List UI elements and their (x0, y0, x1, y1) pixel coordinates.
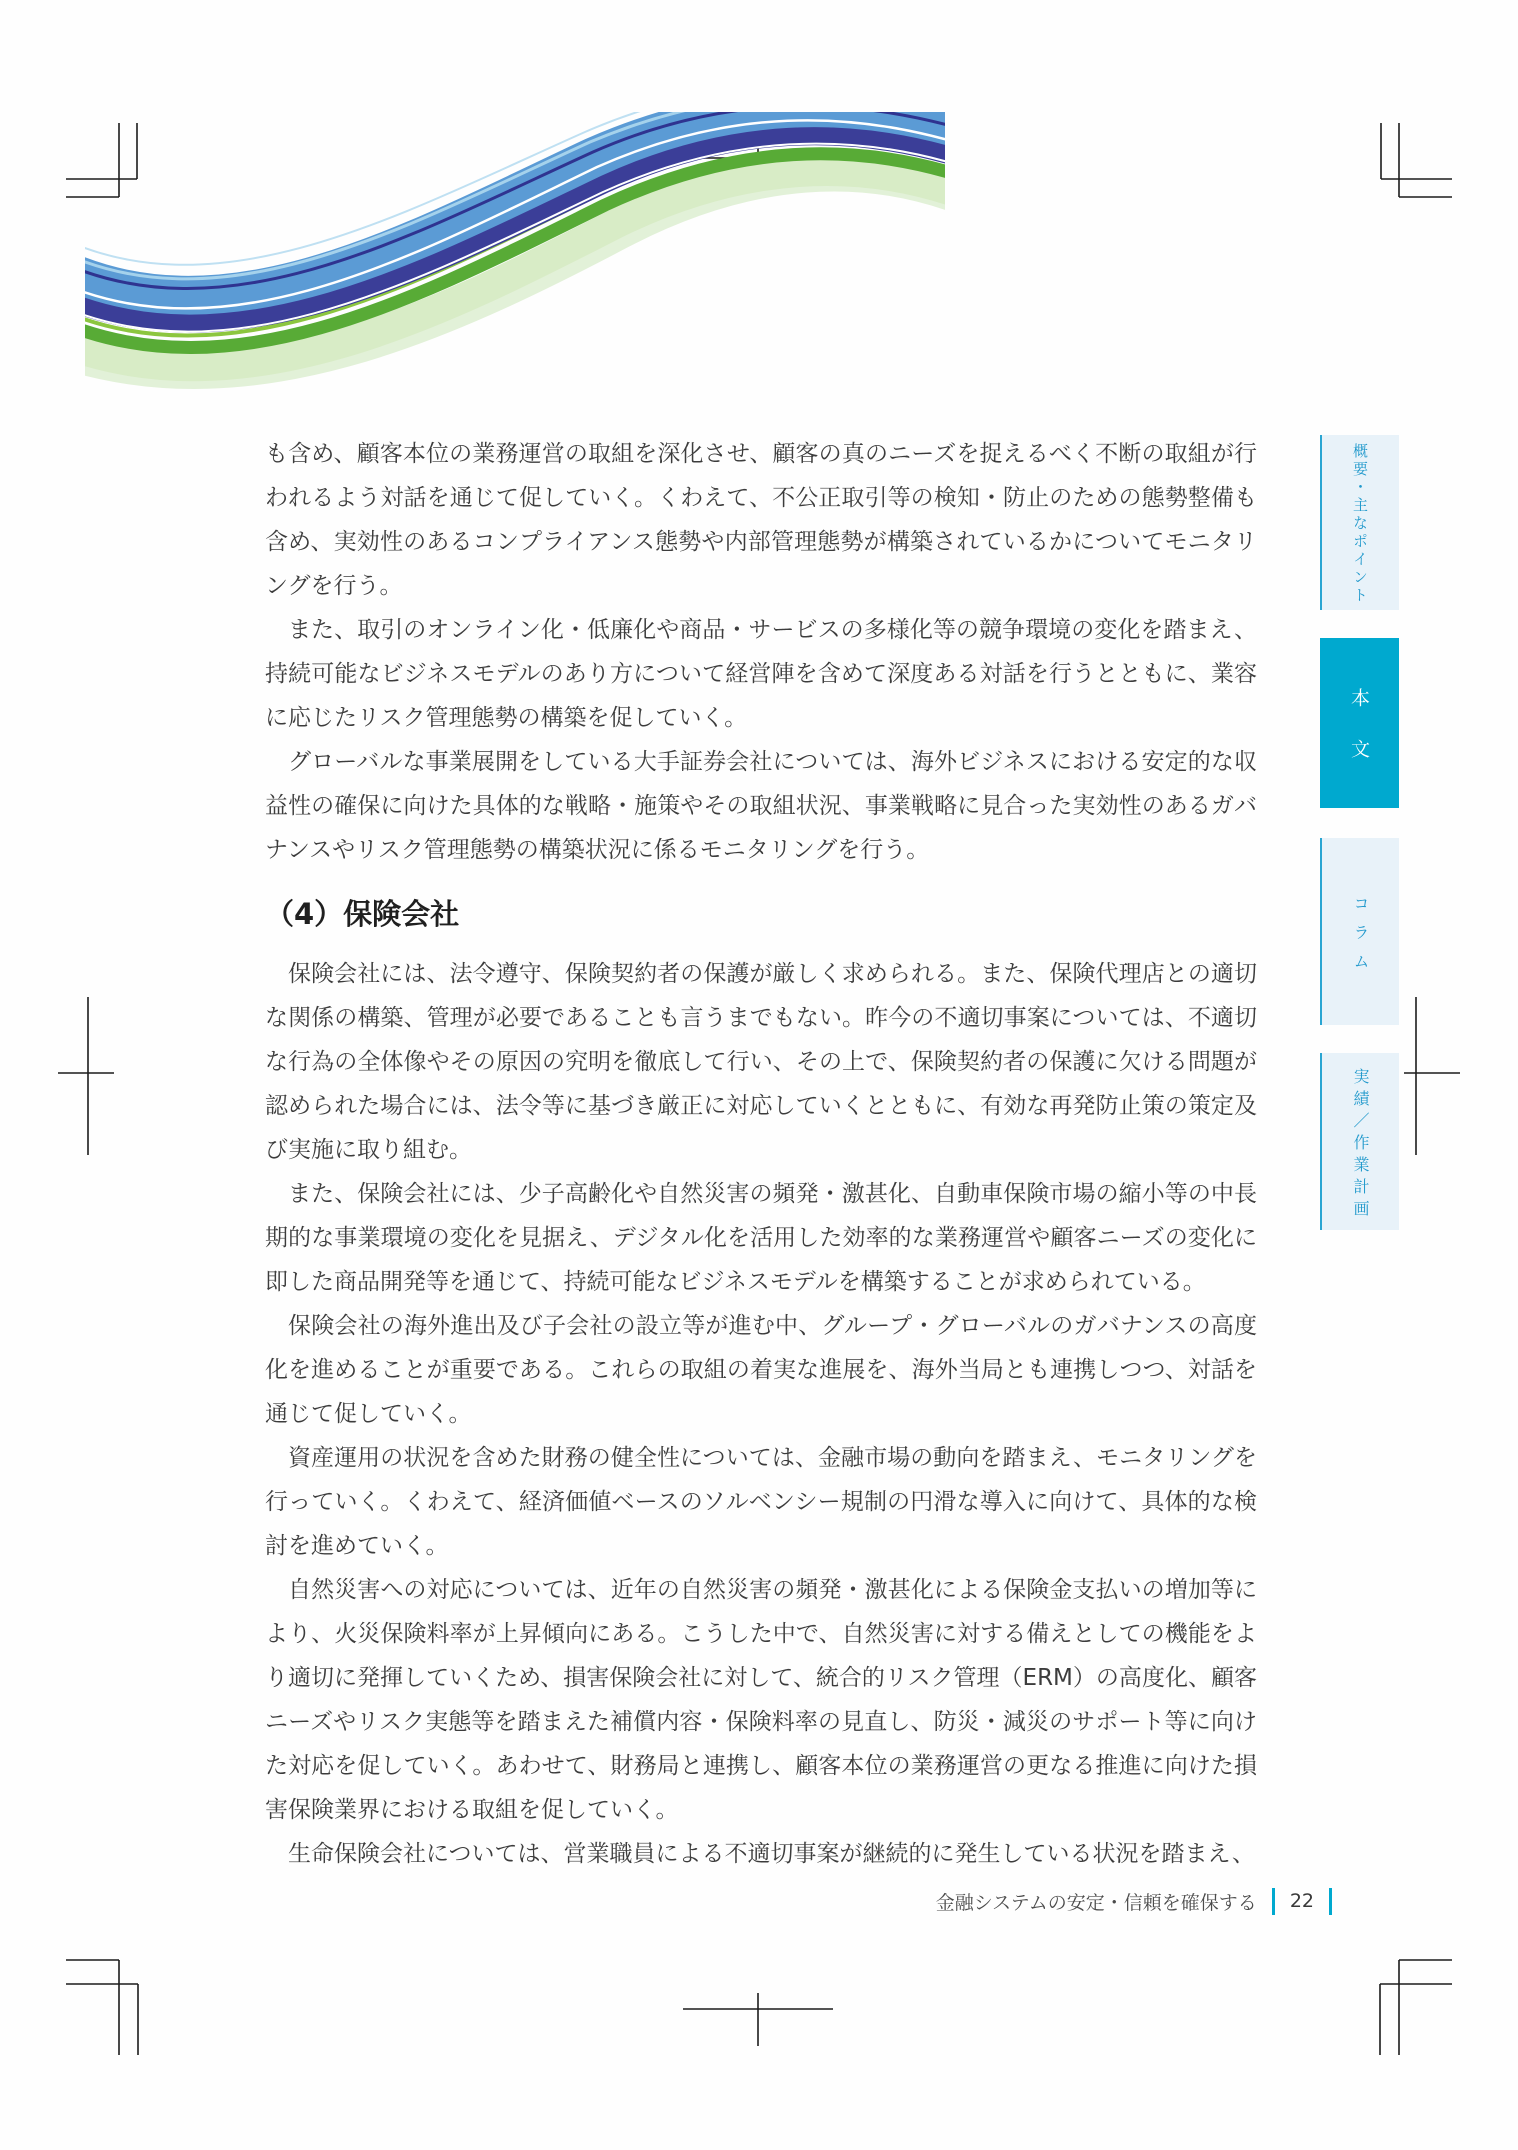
side-tab-label: 概要・主なポイント (1351, 443, 1369, 605)
paragraph: また、取引のオンライン化・低廉化や商品・サービスの多様化等の競争環境の変化を踏まえ、持続可能なビジネスモデルのあり方について経営陣を含めて深度ある対話を行うとともに、業容に応じたリスク管理態勢の構築を促していく。 (265, 617, 1257, 731)
side-tab-overview-main-points (1320, 435, 1399, 610)
page-number: 22 (1289, 1890, 1314, 1912)
section-heading: （4）保険会社 (265, 897, 460, 931)
ribbon-swoosh-graphic (85, 112, 945, 404)
paragraph: 生命保険会社については、営業職員による不適切事案が継続的に発生している状況を踏まえ、 (288, 1841, 1255, 1867)
footer-divider-bar (1329, 1888, 1332, 1915)
footer-divider-bar (1272, 1888, 1275, 1915)
paragraph: グローバルな事業展開をしている大手証券会社については、海外ビジネスにおける安定的な収益性の確保に向けた具体的な戦略・施策やその取組状況、事業戦略に見合った実効性のあるガバナンスやリスク管理態勢の構築状況に係るモニタリングを行う。 (265, 749, 1257, 863)
side-tab-label: 実績／作業計画 (1351, 1067, 1370, 1222)
paragraph: 保険会社には、法令遵守、保険契約者の保護が厳しく求められる。また、保険代理店との適切な関係の構築、管理が必要であることも言うまでもない。昨今の不適切事案については、不適切な行為の全体像やその原因の究明を徹底して行い、その上で、保険契約者の保護に欠ける問題が認められた場合には、法令等に基づき厳正に対応していくとともに、有効な再発防止策の策定及び実施に取り組む。 (265, 961, 1257, 1163)
paragraph: 資産運用の状況を含めた財務の健全性については、金融市場の動向を踏まえ、モニタリングを行っていく。くわえて、経済価値ベースのソルベンシー規制の円滑な導入に向けて、具体的な検討を進めていく。 (265, 1445, 1257, 1559)
paragraph: 保険会社の海外進出及び子会社の設立等が進む中、グループ・グローバルのガバナンスの高度化を進めることが重要である。これらの取組の着実な進展を、海外当局とも連携しつつ、対話を通じて促していく。 (265, 1313, 1257, 1427)
footer-section-label: 金融システムの安定・信頼を確保する (935, 1891, 1257, 1914)
paragraph: も含め、顧客本位の業務運営の取組を深化させ、顧客の真のニーズを捉えるべく不断の取組が行われるよう対話を通じて促していく。くわえて、不公正取引等の検知・防止のための態勢整備も含め、実効性のあるコンプライアンス態勢や内部管理態勢が構築されているかについてモニタリングを行う。 (265, 441, 1257, 599)
paragraph: 自然災害への対応については、近年の自然災害の頻発・激甚化による保険金支払いの増加等により、火災保険料率が上昇傾向にある。こうした中で、自然災害に対する備えとしての機能をより適切に発揮していくため、損害保険会社に対して、統合的リスク管理（ERM）の高度化、顧客ニーズやリスク実態等を踏まえた補償内容・保険料率の見直し、防災・減災のサポート等に向けた対応を促していく。あわせて、財務局と連携し、顧客本位の業務運営の更なる推進に向けた損害保険業界における取組を促していく。 (265, 1577, 1257, 1823)
paragraph: また、保険会社には、少子高齢化や自然災害の頻発・激甚化、自動車保険市場の縮小等の中長期的な事業環境の変化を見据え、デジタル化を活用した効率的な業務運営や顧客ニーズの変化に即した商品開発等を通じて、持続可能なビジネスモデルを構築することが求められている。 (265, 1181, 1257, 1295)
side-tab-label: 本文 (1348, 688, 1370, 790)
side-tab-column (1320, 838, 1399, 1025)
page-footer (600, 1886, 1332, 1916)
side-tab-results-workplan (1320, 1053, 1399, 1230)
side-tab-main-text-active (1320, 638, 1399, 808)
body-text-column (265, 432, 1257, 1876)
side-tab-label: コラム (1351, 894, 1370, 982)
